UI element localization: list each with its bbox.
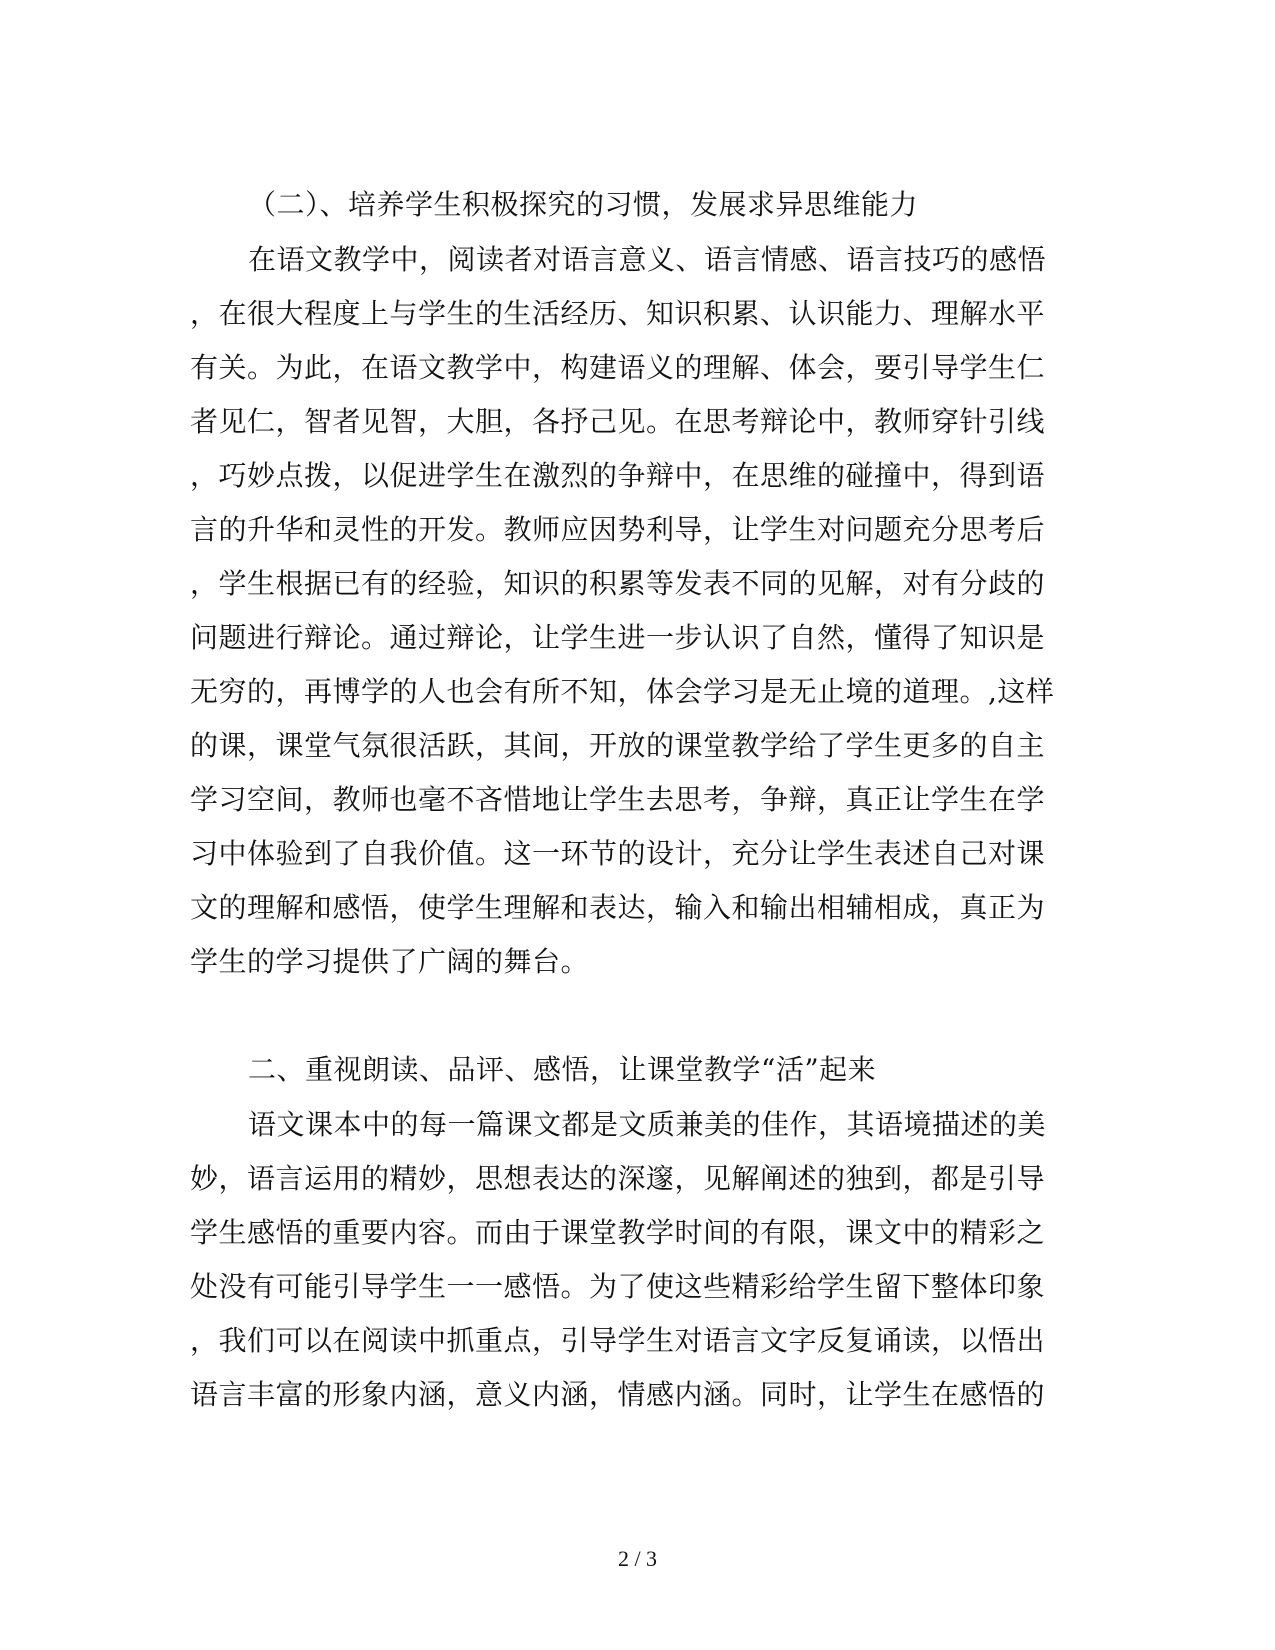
section-heading: （二）、培养学生积极探究的习惯，发展求异思维能力 — [248, 188, 919, 221]
paragraph-line: 言的升华和灵性的开发。教师应因势利导，让学生对问题充分思考后 — [190, 513, 1046, 546]
paragraph-line: 者见仁，智者见智，大胆，各抒己见。在思考辩论中，教师穿针引线 — [190, 405, 1046, 438]
paragraph-line: 语文课本中的每一篇课文都是文质兼美的佳作，其语境描述的美 — [248, 1108, 1047, 1141]
paragraph-line: 的课，课堂气氛很活跃，其间，开放的课堂教学给了学生更多的自主 — [190, 729, 1046, 762]
section-heading: 二、重视朗读、品评、感悟，让课堂教学“活”起来 — [248, 1053, 877, 1086]
paragraph-line: 文的理解和感悟，使学生理解和表达，输入和输出相辅相成，真正为 — [190, 891, 1046, 924]
paragraph-line: 语言丰富的形象内涵，意义内涵，情感内涵。同时，让学生在感悟的 — [190, 1378, 1046, 1411]
page-number: 2 / 3 — [617, 1546, 658, 1571]
paragraph-line: 学生感悟的重要内容。而由于课堂教学时间的有限，课文中的精彩之 — [190, 1216, 1046, 1249]
paragraph-line: 在语文教学中，阅读者对语言意义、语言情感、语言技巧的感悟 — [248, 243, 1047, 276]
paragraph-line: ，学生根据已有的经验，知识的积累等发表不同的见解，对有分歧的 — [190, 567, 1046, 600]
paragraph-line: 处没有可能引导学生一一感悟。为了使这些精彩给学生留下整体印象 — [190, 1270, 1046, 1303]
paragraph-line: ，巧妙点拨，以促进学生在激烈的争辩中，在思维的碰撞中，得到语 — [190, 459, 1046, 492]
paragraph-line: 有关。为此，在语文教学中，构建语义的理解、体会，要引导学生仁 — [190, 351, 1046, 384]
paragraph-line: ，我们可以在阅读中抓重点，引导学生对语言文字反复诵读，以悟出 — [190, 1324, 1046, 1357]
paragraph-line: 无穷的，再博学的人也会有所不知，体会学习是无止境的道理。,这样 — [190, 675, 1055, 708]
paragraph-line: 学习空间，教师也毫不吝惜地让学生去思考，争辩，真正让学生在学 — [190, 783, 1046, 816]
paragraph-line: ，在很大程度上与学生的生活经历、知识积累、认识能力、理解水平 — [190, 297, 1046, 330]
paragraph-line: 妙，语言运用的精妙，思想表达的深邃，见解阐述的独到，都是引导 — [190, 1162, 1046, 1195]
paragraph-line: 习中体验到了自我价值。这一环节的设计，充分让学生表述自己对课 — [190, 837, 1046, 870]
paragraph-line: 问题进行辩论。通过辩论，让学生进一步认识了自然，懂得了知识是 — [190, 621, 1046, 654]
paragraph-line: 学生的学习提供了广阔的舞台。 — [190, 945, 590, 978]
